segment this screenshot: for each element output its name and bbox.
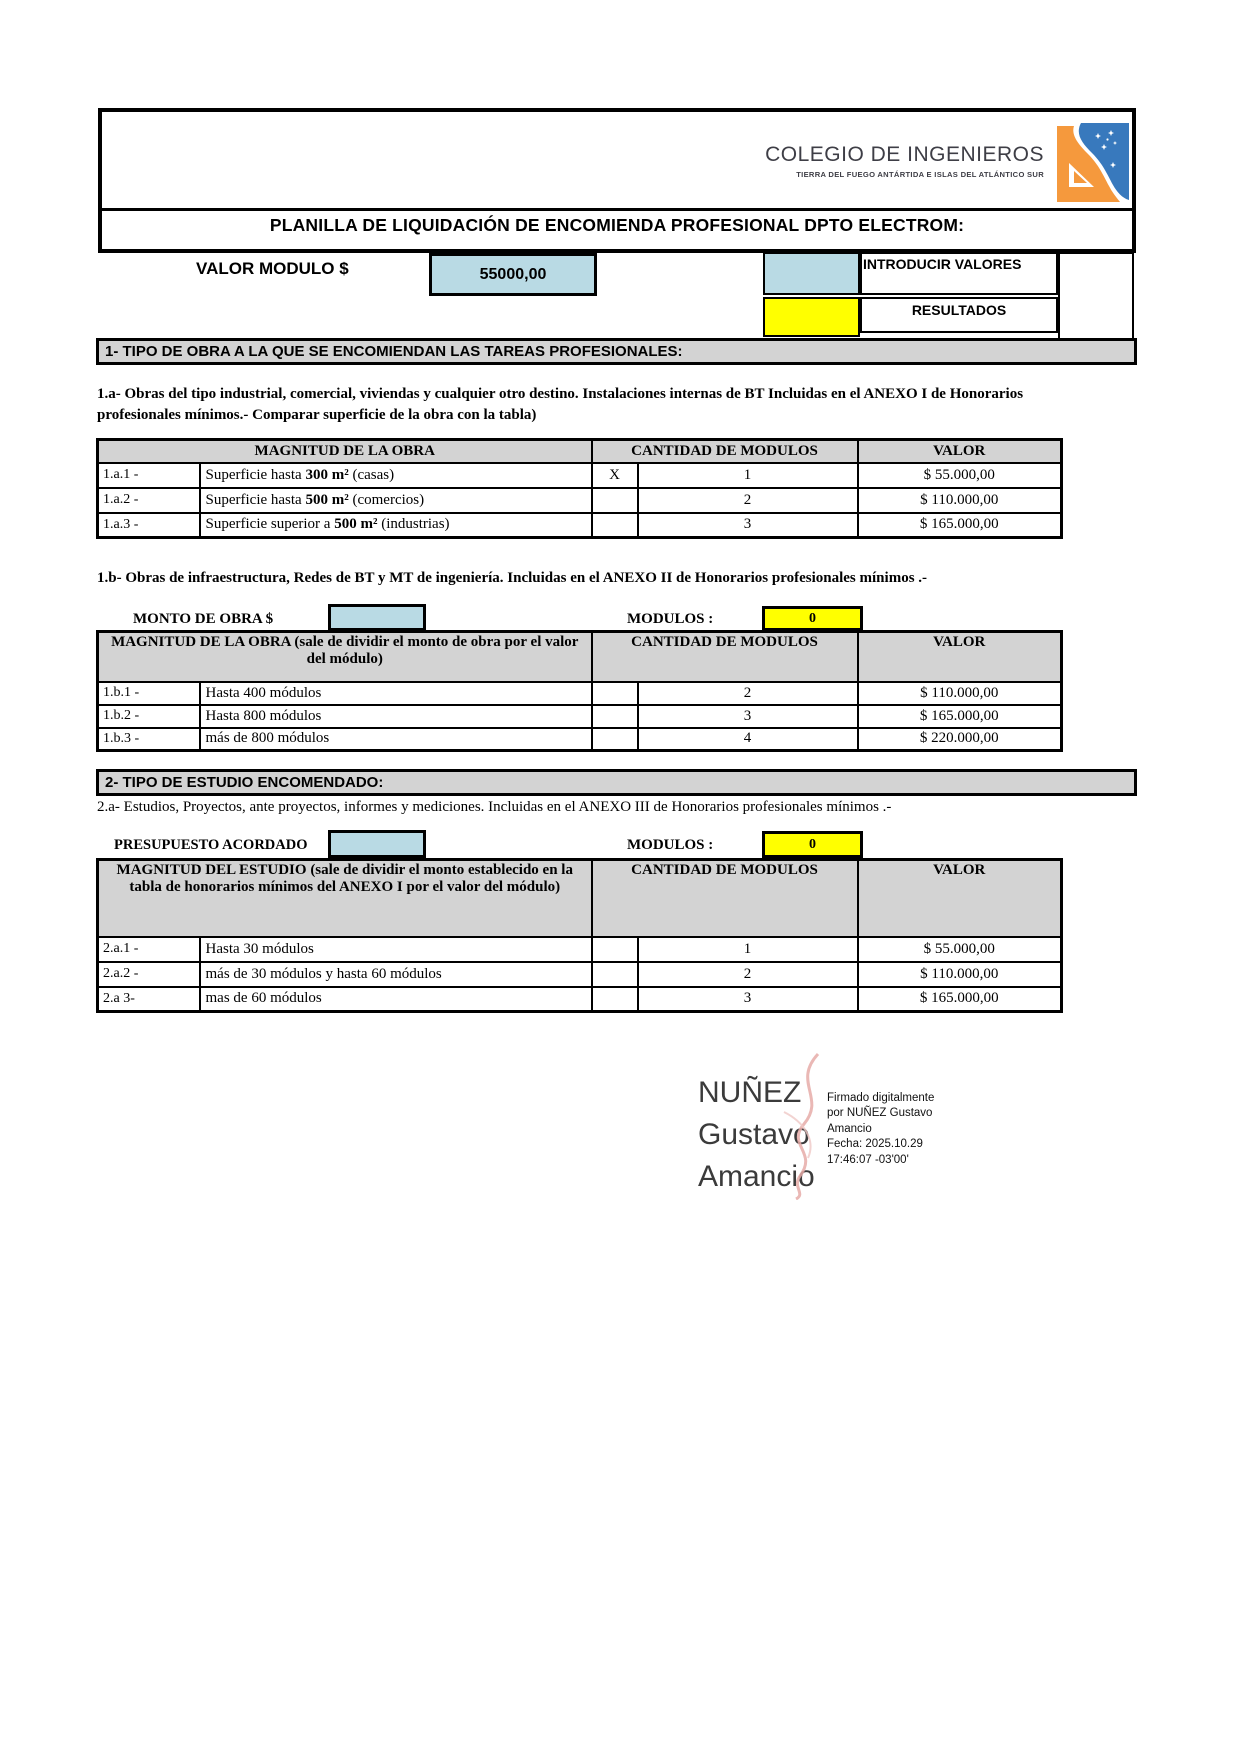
table-row: [98, 728, 1062, 751]
mark-cell[interactable]: X: [592, 463, 638, 488]
row-value: $ 220.000,00: [858, 728, 1062, 751]
row-desc: Hasta 800 módulos: [200, 705, 592, 728]
table-2a-header-valor: VALOR: [858, 860, 1062, 937]
monto-obra-label: MONTO DE OBRA $: [133, 611, 274, 627]
row-code: 2.a.2 -: [98, 962, 200, 987]
table-row: [98, 682, 1062, 705]
desc-pre: Superficie superior a: [205, 516, 335, 533]
para-2a: 2.a- Estudios, Proyectos, ante proyectos, informes y mediciones. Incluidas en el ANEXO III de Honorarios profesionales mínimos .-: [97, 799, 892, 815]
valor-modulo-input[interactable]: 55000,00: [429, 253, 597, 296]
row-modules: 2: [638, 488, 858, 513]
row-value: $ 165.000,00: [858, 987, 1062, 1012]
header-box: [98, 108, 1136, 253]
row-desc: [200, 488, 592, 513]
modulos-label-2a: MODULOS :: [627, 837, 714, 853]
modulos-result-1b: 0: [762, 606, 863, 631]
legend-result-label: RESULTADOS: [860, 297, 1058, 333]
row-code: 2.a 3-: [98, 987, 200, 1012]
mark-cell[interactable]: [592, 513, 638, 538]
modulos-label-1b: MODULOS :: [627, 611, 714, 627]
signature-detail-line: Fecha: 2025.10.29: [827, 1138, 923, 1151]
row-modules: 2: [638, 682, 858, 705]
desc-bold: 500 m²: [305, 491, 349, 508]
mark-cell[interactable]: [592, 682, 638, 705]
page-title: PLANILLA DE LIQUIDACIÓN DE ENCOMIENDA PROFESIONAL DPTO ELECTROM:: [269, 215, 965, 235]
row-value: $ 110.000,00: [858, 488, 1062, 513]
table-1a-header-magnitud: MAGNITUD DE LA OBRA: [98, 440, 592, 463]
desc-post: (comercios): [348, 491, 425, 508]
row-modules: 1: [638, 463, 858, 488]
row-desc: mas de 60 módulos: [200, 987, 592, 1012]
table-row: [98, 488, 1062, 513]
presupuesto-label: PRESUPUESTO ACORDADO: [114, 837, 308, 853]
signature-name-line: Amancio: [698, 1160, 815, 1193]
table-1a-header-valor: VALOR: [858, 440, 1062, 463]
mark-cell[interactable]: [592, 962, 638, 987]
section-1-heading: 1- TIPO DE OBRA A LA QUE SE ENCOMIENDAN LAS TAREAS PROFESIONALES:: [96, 338, 1137, 365]
signature-detail-line: por NUÑEZ Gustavo: [827, 1107, 933, 1120]
para-1b: 1.b- Obras de infraestructura, Redes de BT y MT de ingeniería. Incluidas en el ANEXO II de Honorarios profesionales mínimos .-: [97, 570, 928, 586]
mark-cell[interactable]: [592, 488, 638, 513]
table-1b: [96, 630, 1063, 752]
row-code: 1.a.2 -: [98, 488, 200, 513]
legend-input-swatch: [763, 252, 860, 295]
table-1a: [96, 438, 1063, 539]
row-modules: 4: [638, 728, 858, 751]
table-1b-header-magnitud: MAGNITUD DE LA OBRA (sale de dividir el monto de obra por el valor del módulo): [98, 632, 592, 682]
row-desc: [200, 513, 592, 538]
legend-input-label: INTRODUCIR VALORES: [860, 252, 1058, 295]
signature-details: [827, 1091, 997, 1168]
desc-post: (casas): [348, 466, 395, 483]
presupuesto-input[interactable]: [328, 830, 426, 858]
section-2-heading: 2- TIPO DE ESTUDIO ENCOMENDADO:: [96, 769, 1137, 796]
signature-name-line: Gustavo: [698, 1118, 810, 1151]
mark-cell[interactable]: [592, 705, 638, 728]
valor-modulo-label: VALOR MODULO $: [196, 259, 349, 278]
row-value: $ 55.000,00: [858, 463, 1062, 488]
row-modules: 2: [638, 962, 858, 987]
row-code: 1.a.1 -: [98, 463, 200, 488]
row-desc: más de 30 módulos y hasta 60 módulos: [200, 962, 592, 987]
row-desc: Hasta 400 módulos: [200, 682, 592, 705]
legend-result-swatch: [763, 297, 860, 337]
mark-cell[interactable]: [592, 937, 638, 962]
table-row: [98, 937, 1062, 962]
mark-cell[interactable]: [592, 987, 638, 1012]
brand-block: [765, 142, 1044, 179]
row-value: $ 110.000,00: [858, 682, 1062, 705]
desc-bold: 500 m²: [334, 516, 378, 533]
table-2a-header-modulos: CANTIDAD DE MODULOS: [592, 860, 858, 937]
para-1a: 1.a- Obras del tipo industrial, comercial, viviendas y cualquier otro destino. Instalaciones internas de BT Incluidas en el ANEXO I de Honorarios profesionales mínimos.- Comparar superficie de la obra con la tabla): [97, 386, 1024, 423]
row-value: $ 110.000,00: [858, 962, 1062, 987]
row-value: $ 165.000,00: [858, 513, 1062, 538]
row-value: $ 165.000,00: [858, 705, 1062, 728]
table-row: [98, 513, 1062, 538]
legend-spacer-box: [1058, 252, 1134, 340]
row-code: 1.b.2 -: [98, 705, 200, 728]
row-modules: 3: [638, 705, 858, 728]
table-1a-header-modulos: CANTIDAD DE MODULOS: [592, 440, 858, 463]
header-divider: [102, 208, 1132, 211]
row-code: 1.a.3 -: [98, 513, 200, 538]
table-row: [98, 962, 1062, 987]
row-value: $ 55.000,00: [858, 937, 1062, 962]
row-desc: Hasta 30 módulos: [200, 937, 592, 962]
table-2a-header-magnitud: MAGNITUD DEL ESTUDIO (sale de dividir el monto establecido en la tabla de honorarios mínimos del ANEXO I por el valor del módulo): [98, 860, 592, 937]
mark-cell[interactable]: [592, 728, 638, 751]
row-modules: 1: [638, 937, 858, 962]
signature-detail-line: 17:46:07 -03'00': [827, 1153, 909, 1166]
row-code: 2.a.1 -: [98, 937, 200, 962]
signature-name-line: NUÑEZ: [698, 1076, 802, 1109]
desc-pre: Superficie hasta: [205, 466, 306, 483]
desc-bold: 300 m²: [305, 466, 349, 483]
signature-detail-line: Firmado digitalmente: [827, 1092, 935, 1104]
table-1b-header-valor: VALOR: [858, 632, 1062, 682]
row-desc: [200, 463, 592, 488]
brand-name: COLEGIO DE INGENIEROS: [765, 143, 1044, 166]
table-row: [98, 463, 1062, 488]
table-2a: [96, 858, 1063, 1013]
table-1b-header-modulos: CANTIDAD DE MODULOS: [592, 632, 858, 682]
row-code: 1.b.3 -: [98, 728, 200, 751]
monto-obra-input[interactable]: [328, 604, 426, 631]
brand-tagline: TIERRA DEL FUEGO ANTÁRTIDA E ISLAS DEL ATLÁNTICO SUR: [796, 170, 1044, 179]
row-code: 1.b.1 -: [98, 682, 200, 705]
modulos-result-2a: 0: [762, 831, 863, 858]
table-row: [98, 705, 1062, 728]
desc-pre: Superficie hasta: [205, 491, 306, 508]
table-row: [98, 987, 1062, 1012]
row-modules: 3: [638, 513, 858, 538]
row-modules: 3: [638, 987, 858, 1012]
signature-detail-line: Amancio: [827, 1122, 872, 1135]
colegio-logo-icon: [1057, 123, 1129, 202]
row-desc: más de 800 módulos: [200, 728, 592, 751]
desc-post: (industrias): [377, 516, 450, 533]
